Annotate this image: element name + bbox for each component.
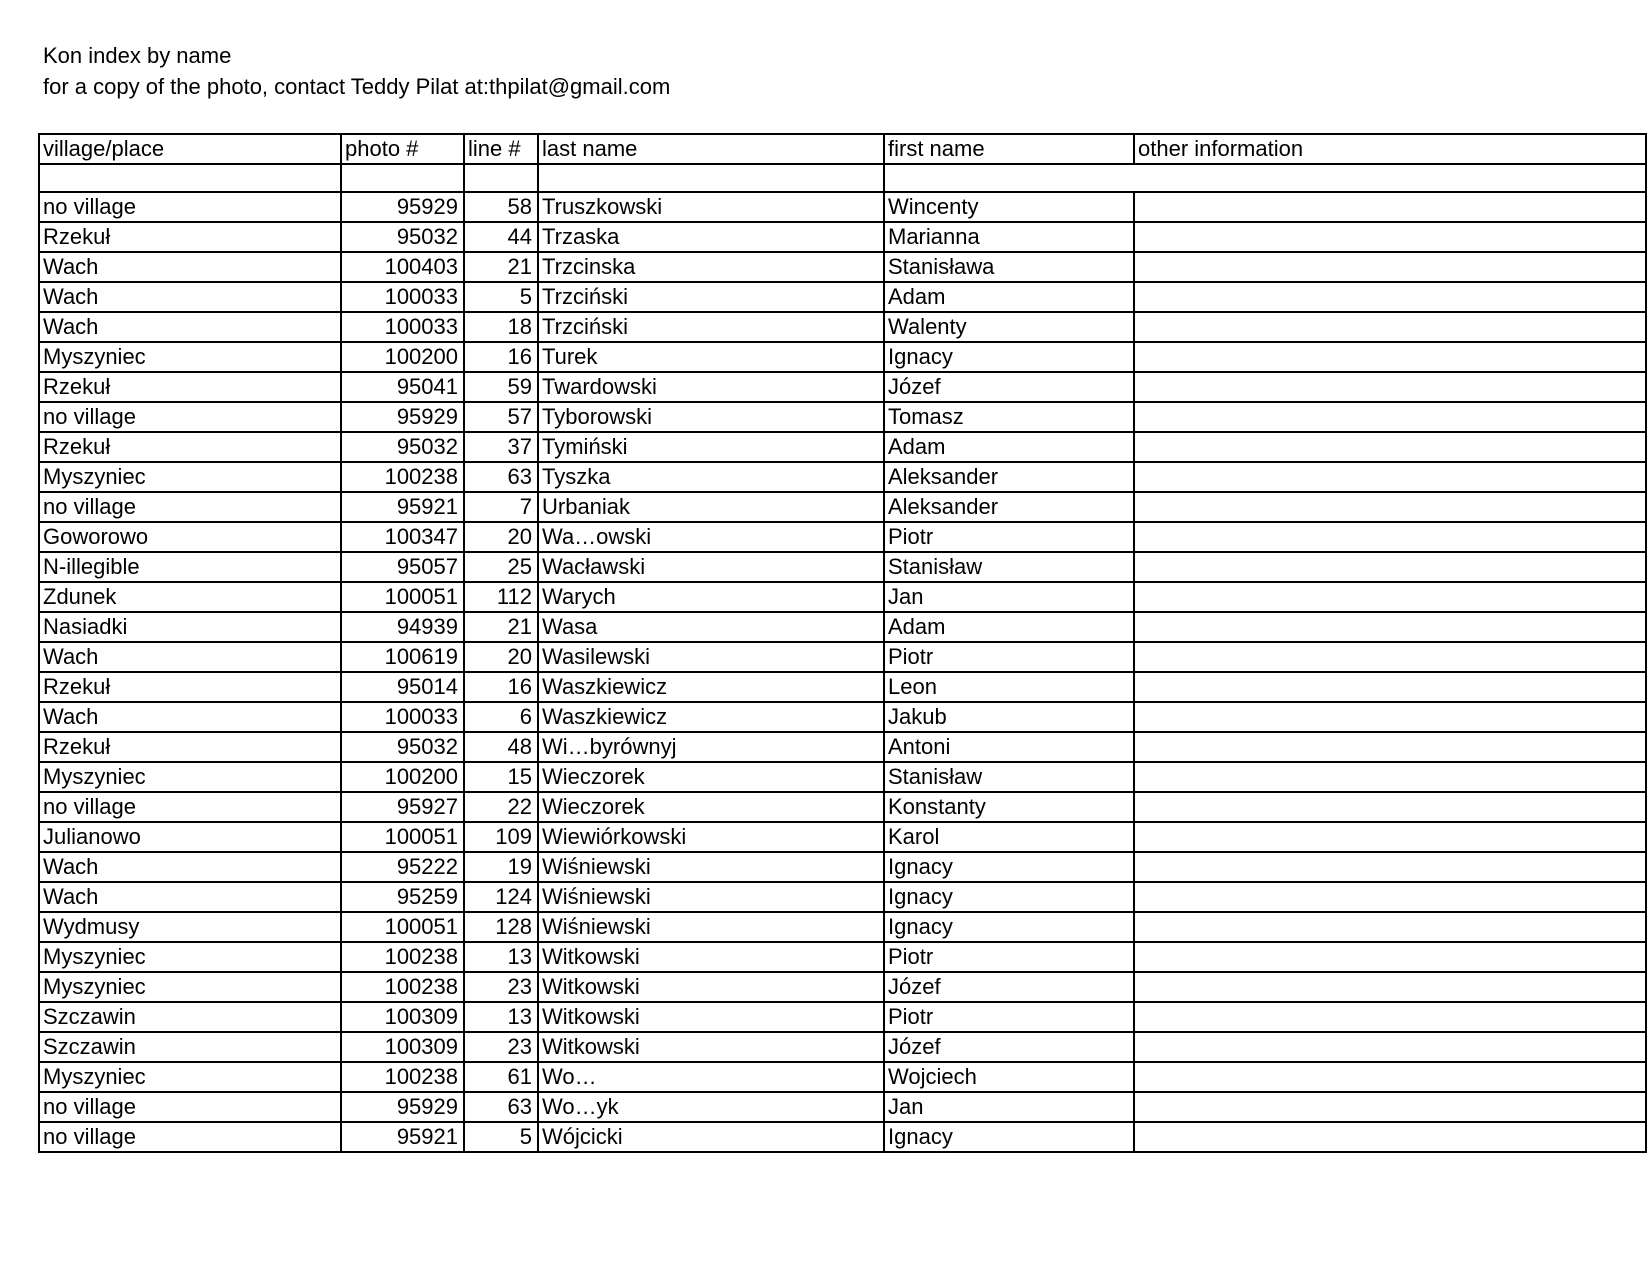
last-name-cell: Twardowski (538, 372, 884, 402)
page-subtitle: for a copy of the photo, contact Teddy Pilat at:thpilat@gmail.com (43, 74, 671, 99)
village-cell: Myszyniec (39, 342, 341, 372)
table-row (39, 972, 1646, 1002)
first-name-cell: Adam (884, 282, 1134, 312)
photo-number-cell: 100238 (341, 462, 464, 492)
village-cell: no village (39, 792, 341, 822)
first-name-cell: Antoni (884, 732, 1134, 762)
other-information-cell (1134, 1032, 1646, 1062)
line-number-cell: 128 (464, 912, 538, 942)
other-information-cell (1134, 582, 1646, 612)
table-row (39, 642, 1646, 672)
line-number-cell: 21 (464, 252, 538, 282)
other-information-cell (1134, 882, 1646, 912)
first-name-cell: Piotr (884, 942, 1134, 972)
line-number-cell: 25 (464, 552, 538, 582)
photo-number-cell: 95921 (341, 1122, 464, 1152)
photo-number-cell: 100238 (341, 972, 464, 1002)
table-row (39, 462, 1646, 492)
first-name-cell: Ignacy (884, 852, 1134, 882)
photo-number-cell: 95032 (341, 732, 464, 762)
table-row (39, 672, 1646, 702)
first-name-cell: Józef (884, 372, 1134, 402)
first-name-cell: Aleksander (884, 492, 1134, 522)
table-header-row (39, 134, 1646, 164)
last-name-cell: Wacławski (538, 552, 884, 582)
village-cell: Rzekuł (39, 732, 341, 762)
village-cell: Myszyniec (39, 462, 341, 492)
last-name-cell: Witkowski (538, 942, 884, 972)
last-name-cell: Urbaniak (538, 492, 884, 522)
photo-number-cell: 95014 (341, 672, 464, 702)
table-row (39, 882, 1646, 912)
line-number-cell: 23 (464, 972, 538, 1002)
table-row (39, 282, 1646, 312)
line-number-cell: 5 (464, 1122, 538, 1152)
village-cell: Wach (39, 282, 341, 312)
photo-number-cell: 100033 (341, 702, 464, 732)
last-name-cell: Wiewiórkowski (538, 822, 884, 852)
spacer-cell (341, 164, 464, 192)
other-information-cell (1134, 252, 1646, 282)
line-number-cell: 20 (464, 522, 538, 552)
first-name-cell: Józef (884, 1032, 1134, 1062)
photo-number-cell: 100200 (341, 342, 464, 372)
spacer-cell (39, 164, 341, 192)
photo-number-cell: 100200 (341, 762, 464, 792)
photo-number-cell: 100238 (341, 942, 464, 972)
last-name-cell: Wójcicki (538, 1122, 884, 1152)
first-name-cell: Wojciech (884, 1062, 1134, 1092)
village-cell: Rzekuł (39, 372, 341, 402)
last-name-cell: Witkowski (538, 972, 884, 1002)
table-row (39, 492, 1646, 522)
last-name-cell: Wo…yk (538, 1092, 884, 1122)
first-name-cell: Stanisław (884, 552, 1134, 582)
first-name-cell: Jakub (884, 702, 1134, 732)
village-cell: Myszyniec (39, 1062, 341, 1092)
other-information-cell (1134, 702, 1646, 732)
village-cell: Myszyniec (39, 762, 341, 792)
table-row (39, 312, 1646, 342)
last-name-cell: Tyszka (538, 462, 884, 492)
photo-number-cell: 95032 (341, 222, 464, 252)
first-name-cell: Piotr (884, 642, 1134, 672)
table-row (39, 822, 1646, 852)
last-name-cell: Wi…byrównyj (538, 732, 884, 762)
first-name-cell: Aleksander (884, 462, 1134, 492)
last-name-cell: Waszkiewicz (538, 702, 884, 732)
photo-number-cell: 100051 (341, 822, 464, 852)
first-name-cell: Stanisława (884, 252, 1134, 282)
table-row (39, 1122, 1646, 1152)
village-cell: Wach (39, 312, 341, 342)
first-name-cell: Leon (884, 672, 1134, 702)
other-information-cell (1134, 462, 1646, 492)
last-name-cell: Wasa (538, 612, 884, 642)
line-number-cell: 23 (464, 1032, 538, 1062)
other-information-cell (1134, 942, 1646, 972)
spacer-cell (884, 164, 1646, 192)
first-name-cell: Adam (884, 432, 1134, 462)
village-cell: Szczawin (39, 1002, 341, 1032)
village-cell: no village (39, 402, 341, 432)
table-row (39, 912, 1646, 942)
line-number-cell: 44 (464, 222, 538, 252)
other-information-cell (1134, 612, 1646, 642)
first-name-cell: Jan (884, 582, 1134, 612)
line-number-cell: 15 (464, 762, 538, 792)
column-header-other-information: other information (1134, 134, 1646, 164)
other-information-cell (1134, 342, 1646, 372)
village-cell: no village (39, 1092, 341, 1122)
last-name-cell: Wa…owski (538, 522, 884, 552)
last-name-cell: Trzciński (538, 282, 884, 312)
village-cell: Wach (39, 642, 341, 672)
photo-number-cell: 100309 (341, 1002, 464, 1032)
line-number-cell: 18 (464, 312, 538, 342)
table-row (39, 762, 1646, 792)
line-number-cell: 109 (464, 822, 538, 852)
photo-number-cell: 95259 (341, 882, 464, 912)
other-information-cell (1134, 792, 1646, 822)
table-row (39, 522, 1646, 552)
table-row (39, 432, 1646, 462)
photo-number-cell: 94939 (341, 612, 464, 642)
other-information-cell (1134, 642, 1646, 672)
last-name-cell: Witkowski (538, 1032, 884, 1062)
last-name-cell: Turek (538, 342, 884, 372)
village-cell: Zdunek (39, 582, 341, 612)
table-row (39, 732, 1646, 762)
last-name-cell: Wasilewski (538, 642, 884, 672)
village-cell: Rzekuł (39, 672, 341, 702)
village-cell: Wach (39, 882, 341, 912)
other-information-cell (1134, 492, 1646, 522)
line-number-cell: 63 (464, 462, 538, 492)
table-row (39, 552, 1646, 582)
village-cell: Myszyniec (39, 972, 341, 1002)
last-name-cell: Trzaska (538, 222, 884, 252)
first-name-cell: Józef (884, 972, 1134, 1002)
other-information-cell (1134, 972, 1646, 1002)
village-cell: no village (39, 492, 341, 522)
last-name-cell: Wiśniewski (538, 912, 884, 942)
table-row (39, 1062, 1646, 1092)
last-name-cell: Witkowski (538, 1002, 884, 1032)
other-information-cell (1134, 672, 1646, 702)
table-row (39, 252, 1646, 282)
table-row (39, 342, 1646, 372)
photo-number-cell: 95929 (341, 402, 464, 432)
table-body (39, 192, 1646, 1152)
last-name-cell: Trzciński (538, 312, 884, 342)
other-information-cell (1134, 822, 1646, 852)
last-name-cell: Trzcinska (538, 252, 884, 282)
first-name-cell: Konstanty (884, 792, 1134, 822)
line-number-cell: 21 (464, 612, 538, 642)
table-row (39, 582, 1646, 612)
other-information-cell (1134, 192, 1646, 222)
photo-number-cell: 100309 (341, 1032, 464, 1062)
line-number-cell: 58 (464, 192, 538, 222)
first-name-cell: Piotr (884, 1002, 1134, 1032)
line-number-cell: 48 (464, 732, 538, 762)
table-row (39, 372, 1646, 402)
table-row (39, 792, 1646, 822)
photo-number-cell: 100403 (341, 252, 464, 282)
name-index-table (38, 133, 1647, 1153)
other-information-cell (1134, 732, 1646, 762)
column-header-line: line # (464, 134, 538, 164)
line-number-cell: 13 (464, 1002, 538, 1032)
last-name-cell: Tymiński (538, 432, 884, 462)
other-information-cell (1134, 1062, 1646, 1092)
table-row (39, 1092, 1646, 1122)
line-number-cell: 59 (464, 372, 538, 402)
last-name-cell: Wo… (538, 1062, 884, 1092)
other-information-cell (1134, 432, 1646, 462)
village-cell: Myszyniec (39, 942, 341, 972)
table-row (39, 612, 1646, 642)
village-cell: N-illegible (39, 552, 341, 582)
line-number-cell: 5 (464, 282, 538, 312)
other-information-cell (1134, 762, 1646, 792)
line-number-cell: 19 (464, 852, 538, 882)
first-name-cell: Walenty (884, 312, 1134, 342)
other-information-cell (1134, 282, 1646, 312)
spacer-cell (464, 164, 538, 192)
last-name-cell: Wieczorek (538, 792, 884, 822)
line-number-cell: 16 (464, 672, 538, 702)
other-information-cell (1134, 522, 1646, 552)
other-information-cell (1134, 1002, 1646, 1032)
other-information-cell (1134, 402, 1646, 432)
village-cell: Nasiadki (39, 612, 341, 642)
table-spacer-row (39, 164, 1646, 192)
first-name-cell: Ignacy (884, 882, 1134, 912)
photo-number-cell: 95927 (341, 792, 464, 822)
last-name-cell: Tyborowski (538, 402, 884, 432)
column-header-last-name: last name (538, 134, 884, 164)
last-name-cell: Truszkowski (538, 192, 884, 222)
table-row (39, 402, 1646, 432)
photo-number-cell: 100051 (341, 912, 464, 942)
table-row (39, 1032, 1646, 1062)
last-name-cell: Wiśniewski (538, 852, 884, 882)
photo-number-cell: 100033 (341, 282, 464, 312)
spacer-cell (538, 164, 884, 192)
first-name-cell: Marianna (884, 222, 1134, 252)
table-row (39, 852, 1646, 882)
line-number-cell: 13 (464, 942, 538, 972)
first-name-cell: Ignacy (884, 1122, 1134, 1152)
photo-number-cell: 100051 (341, 582, 464, 612)
photo-number-cell: 100033 (341, 312, 464, 342)
other-information-cell (1134, 912, 1646, 942)
table-row (39, 942, 1646, 972)
line-number-cell: 7 (464, 492, 538, 522)
table-row (39, 192, 1646, 222)
village-cell: Wach (39, 852, 341, 882)
line-number-cell: 63 (464, 1092, 538, 1122)
photo-number-cell: 95222 (341, 852, 464, 882)
village-cell: Goworowo (39, 522, 341, 552)
village-cell: Szczawin (39, 1032, 341, 1062)
line-number-cell: 6 (464, 702, 538, 732)
first-name-cell: Ignacy (884, 912, 1134, 942)
line-number-cell: 124 (464, 882, 538, 912)
photo-number-cell: 100347 (341, 522, 464, 552)
other-information-cell (1134, 552, 1646, 582)
photo-number-cell: 100619 (341, 642, 464, 672)
photo-number-cell: 95041 (341, 372, 464, 402)
table-row (39, 1002, 1646, 1032)
first-name-cell: Karol (884, 822, 1134, 852)
last-name-cell: Wiśniewski (538, 882, 884, 912)
first-name-cell: Adam (884, 612, 1134, 642)
village-cell: Rzekuł (39, 432, 341, 462)
other-information-cell (1134, 852, 1646, 882)
first-name-cell: Stanisław (884, 762, 1134, 792)
village-cell: Julianowo (39, 822, 341, 852)
line-number-cell: 61 (464, 1062, 538, 1092)
other-information-cell (1134, 222, 1646, 252)
table-row (39, 702, 1646, 732)
photo-number-cell: 100238 (341, 1062, 464, 1092)
table-row (39, 222, 1646, 252)
line-number-cell: 22 (464, 792, 538, 822)
village-cell: Wach (39, 702, 341, 732)
photo-number-cell: 95929 (341, 1092, 464, 1122)
village-cell: Rzekuł (39, 222, 341, 252)
last-name-cell: Warych (538, 582, 884, 612)
line-number-cell: 16 (464, 342, 538, 372)
photo-number-cell: 95929 (341, 192, 464, 222)
other-information-cell (1134, 372, 1646, 402)
photo-number-cell: 95057 (341, 552, 464, 582)
line-number-cell: 112 (464, 582, 538, 612)
column-header-first-name: first name (884, 134, 1134, 164)
last-name-cell: Wieczorek (538, 762, 884, 792)
first-name-cell: Jan (884, 1092, 1134, 1122)
last-name-cell: Waszkiewicz (538, 672, 884, 702)
first-name-cell: Piotr (884, 522, 1134, 552)
village-cell: no village (39, 1122, 341, 1152)
village-cell: Wydmusy (39, 912, 341, 942)
first-name-cell: Ignacy (884, 342, 1134, 372)
column-header-photo: photo # (341, 134, 464, 164)
other-information-cell (1134, 1092, 1646, 1122)
village-cell: no village (39, 192, 341, 222)
photo-number-cell: 95032 (341, 432, 464, 462)
other-information-cell (1134, 1122, 1646, 1152)
other-information-cell (1134, 312, 1646, 342)
line-number-cell: 37 (464, 432, 538, 462)
line-number-cell: 57 (464, 402, 538, 432)
column-header-village: village/place (39, 134, 341, 164)
page-title: Kon index by name (43, 43, 232, 68)
first-name-cell: Tomasz (884, 402, 1134, 432)
village-cell: Wach (39, 252, 341, 282)
first-name-cell: Wincenty (884, 192, 1134, 222)
photo-number-cell: 95921 (341, 492, 464, 522)
line-number-cell: 20 (464, 642, 538, 672)
